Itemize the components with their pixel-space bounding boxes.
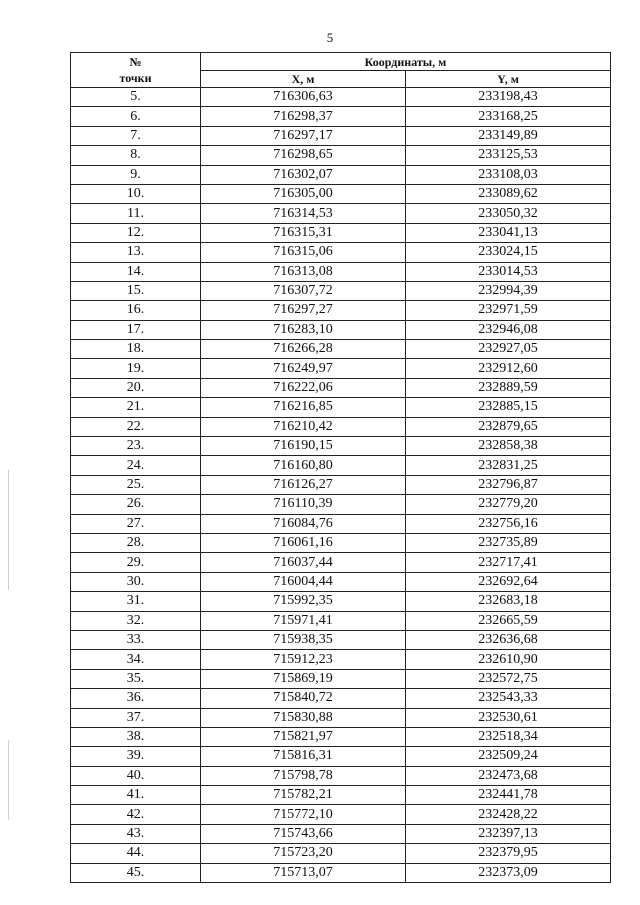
y-coordinate-cell: 232831,25	[406, 456, 611, 475]
x-coordinate-cell: 716266,28	[201, 340, 406, 359]
point-number-cell: 17.	[71, 320, 201, 339]
x-coordinate-cell: 715992,35	[201, 592, 406, 611]
x-coordinate-cell: 716210,42	[201, 417, 406, 436]
y-coordinate-cell: 232912,60	[406, 359, 611, 378]
x-coordinate-cell: 716110,39	[201, 495, 406, 514]
point-number-cell: 36.	[71, 689, 201, 708]
point-number-cell: 18.	[71, 340, 201, 359]
x-coordinate-cell: 716084,76	[201, 514, 406, 533]
x-coordinate-cell: 716249,97	[201, 359, 406, 378]
x-coordinate-cell: 715938,35	[201, 630, 406, 649]
table-row	[71, 805, 611, 824]
point-number-cell: 30.	[71, 572, 201, 591]
point-number-cell: 35.	[71, 669, 201, 688]
point-number-cell: 44.	[71, 844, 201, 863]
point-number-cell: 10.	[71, 184, 201, 203]
y-coordinate-cell: 232518,34	[406, 727, 611, 746]
table-row	[71, 533, 611, 552]
point-number-cell: 15.	[71, 281, 201, 300]
table-row	[71, 592, 611, 611]
point-number-cell: 39.	[71, 747, 201, 766]
point-number-cell: 34.	[71, 650, 201, 669]
table-row	[71, 146, 611, 165]
y-coordinate-cell: 232994,39	[406, 281, 611, 300]
y-coordinate-cell: 232683,18	[406, 592, 611, 611]
point-number-cell: 45.	[71, 863, 201, 882]
point-number-cell: 32.	[71, 611, 201, 630]
point-number-cell: 22.	[71, 417, 201, 436]
point-number-cell: 6.	[71, 107, 201, 126]
table-row	[71, 165, 611, 184]
y-coordinate-cell: 233089,62	[406, 184, 611, 203]
table-row	[71, 223, 611, 242]
x-coordinate-cell: 715830,88	[201, 708, 406, 727]
table-row	[71, 495, 611, 514]
table-row	[71, 863, 611, 882]
point-number-cell: 7.	[71, 126, 201, 145]
y-coordinate-cell: 232717,41	[406, 553, 611, 572]
y-coordinate-cell: 233024,15	[406, 243, 611, 262]
point-number-cell: 8.	[71, 146, 201, 165]
x-coordinate-cell: 716037,44	[201, 553, 406, 572]
x-coordinate-cell: 715912,23	[201, 650, 406, 669]
table-row	[71, 747, 611, 766]
table-row	[71, 262, 611, 281]
table-row	[71, 824, 611, 843]
y-coordinate-cell: 232665,59	[406, 611, 611, 630]
x-coordinate-cell: 715869,19	[201, 669, 406, 688]
point-number-cell: 33.	[71, 630, 201, 649]
point-number-header	[71, 53, 201, 88]
x-coordinate-cell: 716297,27	[201, 301, 406, 320]
point-number-cell: 31.	[71, 592, 201, 611]
point-number-cell: 21.	[71, 398, 201, 417]
point-number-cell: 41.	[71, 786, 201, 805]
point-number-cell: 29.	[71, 553, 201, 572]
x-coordinate-cell: 716314,53	[201, 204, 406, 223]
point-number-cell: 27.	[71, 514, 201, 533]
y-coordinate-cell: 232927,05	[406, 340, 611, 359]
point-number-cell: 19.	[71, 359, 201, 378]
table-row	[71, 281, 611, 300]
y-coordinate-cell: 232946,08	[406, 320, 611, 339]
x-coordinate-cell: 716302,07	[201, 165, 406, 184]
y-coordinate-cell: 232397,13	[406, 824, 611, 843]
y-column-header: Y, м	[406, 71, 611, 88]
page-number: 5	[326, 30, 334, 45]
table-row	[71, 766, 611, 785]
y-coordinate-cell: 233014,53	[406, 262, 611, 281]
x-coordinate-cell: 715772,10	[201, 805, 406, 824]
x-coordinate-cell: 715743,66	[201, 824, 406, 843]
y-coordinate-cell: 233168,25	[406, 107, 611, 126]
y-coordinate-cell: 232879,65	[406, 417, 611, 436]
x-coordinate-cell: 715713,07	[201, 863, 406, 882]
table-row	[71, 553, 611, 572]
point-number-cell: 37.	[71, 708, 201, 727]
y-coordinate-cell: 232610,90	[406, 650, 611, 669]
scan-edge-mark	[8, 740, 9, 820]
table-row	[71, 417, 611, 436]
point-number-cell: 25.	[71, 475, 201, 494]
point-number-cell: 20.	[71, 378, 201, 397]
x-coordinate-cell: 716313,08	[201, 262, 406, 281]
table-row	[71, 475, 611, 494]
x-coordinate-cell: 716306,63	[201, 88, 406, 107]
table-row	[71, 572, 611, 591]
table-row	[71, 689, 611, 708]
point-number-cell: 12.	[71, 223, 201, 242]
y-coordinate-cell: 232889,59	[406, 378, 611, 397]
coordinates-table	[70, 52, 611, 883]
y-coordinate-cell: 232572,75	[406, 669, 611, 688]
y-coordinate-cell: 232441,78	[406, 786, 611, 805]
point-number-cell: 5.	[71, 88, 201, 107]
table-row	[71, 727, 611, 746]
point-number-cell: 16.	[71, 301, 201, 320]
y-coordinate-cell: 232756,16	[406, 514, 611, 533]
table-row	[71, 437, 611, 456]
point-number-cell: 38.	[71, 727, 201, 746]
y-coordinate-cell: 233198,43	[406, 88, 611, 107]
table-row	[71, 107, 611, 126]
y-coordinate-cell: 232530,61	[406, 708, 611, 727]
table-row	[71, 184, 611, 203]
point-number-cell: 11.	[71, 204, 201, 223]
point-number-header-line1: №	[129, 55, 142, 69]
table-row	[71, 340, 611, 359]
table-row	[71, 611, 611, 630]
table-row	[71, 669, 611, 688]
x-coordinate-cell: 716297,17	[201, 126, 406, 145]
y-coordinate-cell: 233149,89	[406, 126, 611, 145]
table-row	[71, 88, 611, 107]
table-row	[71, 630, 611, 649]
point-number-cell: 24.	[71, 456, 201, 475]
point-number-header-line2: точки	[119, 71, 152, 85]
point-number-cell: 28.	[71, 533, 201, 552]
y-coordinate-cell: 232971,59	[406, 301, 611, 320]
y-coordinate-cell: 232379,95	[406, 844, 611, 863]
table-row	[71, 204, 611, 223]
y-coordinate-cell: 233041,13	[406, 223, 611, 242]
point-number-cell: 26.	[71, 495, 201, 514]
table-row	[71, 126, 611, 145]
point-number-cell: 14.	[71, 262, 201, 281]
point-number-cell: 43.	[71, 824, 201, 843]
point-number-cell: 40.	[71, 766, 201, 785]
x-coordinate-cell: 716061,16	[201, 533, 406, 552]
y-coordinate-cell: 232692,64	[406, 572, 611, 591]
table-row	[71, 243, 611, 262]
x-coordinate-cell: 715798,78	[201, 766, 406, 785]
y-coordinate-cell: 233125,53	[406, 146, 611, 165]
x-coordinate-cell: 715971,41	[201, 611, 406, 630]
x-coordinate-cell: 716160,80	[201, 456, 406, 475]
x-coordinate-cell: 716216,85	[201, 398, 406, 417]
x-coordinate-cell: 716283,10	[201, 320, 406, 339]
y-coordinate-cell: 232796,87	[406, 475, 611, 494]
table-row	[71, 650, 611, 669]
x-coordinate-cell: 716126,27	[201, 475, 406, 494]
table-row	[71, 398, 611, 417]
x-coordinate-cell: 716298,65	[201, 146, 406, 165]
x-coordinate-cell: 716315,31	[201, 223, 406, 242]
table-row	[71, 844, 611, 863]
table-row	[71, 359, 611, 378]
y-coordinate-cell: 232779,20	[406, 495, 611, 514]
point-number-cell: 23.	[71, 437, 201, 456]
x-coordinate-cell: 716222,06	[201, 378, 406, 397]
x-coordinate-cell: 715816,31	[201, 747, 406, 766]
y-coordinate-cell: 233050,32	[406, 204, 611, 223]
y-coordinate-cell: 232885,15	[406, 398, 611, 417]
y-coordinate-cell: 232543,33	[406, 689, 611, 708]
x-coordinate-cell: 715821,97	[201, 727, 406, 746]
x-coordinate-cell: 716190,15	[201, 437, 406, 456]
table-row	[71, 301, 611, 320]
y-coordinate-cell: 232373,09	[406, 863, 611, 882]
table-row	[71, 378, 611, 397]
y-coordinate-cell: 232858,38	[406, 437, 611, 456]
coordinates-header: Координаты, м	[201, 53, 611, 71]
point-number-cell: 13.	[71, 243, 201, 262]
x-coordinate-cell: 716305,00	[201, 184, 406, 203]
x-coordinate-cell: 715782,21	[201, 786, 406, 805]
x-column-header: X, м	[201, 71, 406, 88]
scan-edge-mark	[8, 470, 9, 590]
table-row	[71, 786, 611, 805]
y-coordinate-cell: 232428,22	[406, 805, 611, 824]
table-row	[71, 456, 611, 475]
y-coordinate-cell: 233108,03	[406, 165, 611, 184]
table-row	[71, 320, 611, 339]
table-row	[71, 708, 611, 727]
y-coordinate-cell: 232636,68	[406, 630, 611, 649]
point-number-cell: 9.	[71, 165, 201, 184]
x-coordinate-cell: 716307,72	[201, 281, 406, 300]
x-coordinate-cell: 716315,06	[201, 243, 406, 262]
x-coordinate-cell: 716004,44	[201, 572, 406, 591]
y-coordinate-cell: 232735,89	[406, 533, 611, 552]
point-number-cell: 42.	[71, 805, 201, 824]
x-coordinate-cell: 715723,20	[201, 844, 406, 863]
y-coordinate-cell: 232509,24	[406, 747, 611, 766]
x-coordinate-cell: 715840,72	[201, 689, 406, 708]
y-coordinate-cell: 232473,68	[406, 766, 611, 785]
x-coordinate-cell: 716298,37	[201, 107, 406, 126]
table-row	[71, 514, 611, 533]
